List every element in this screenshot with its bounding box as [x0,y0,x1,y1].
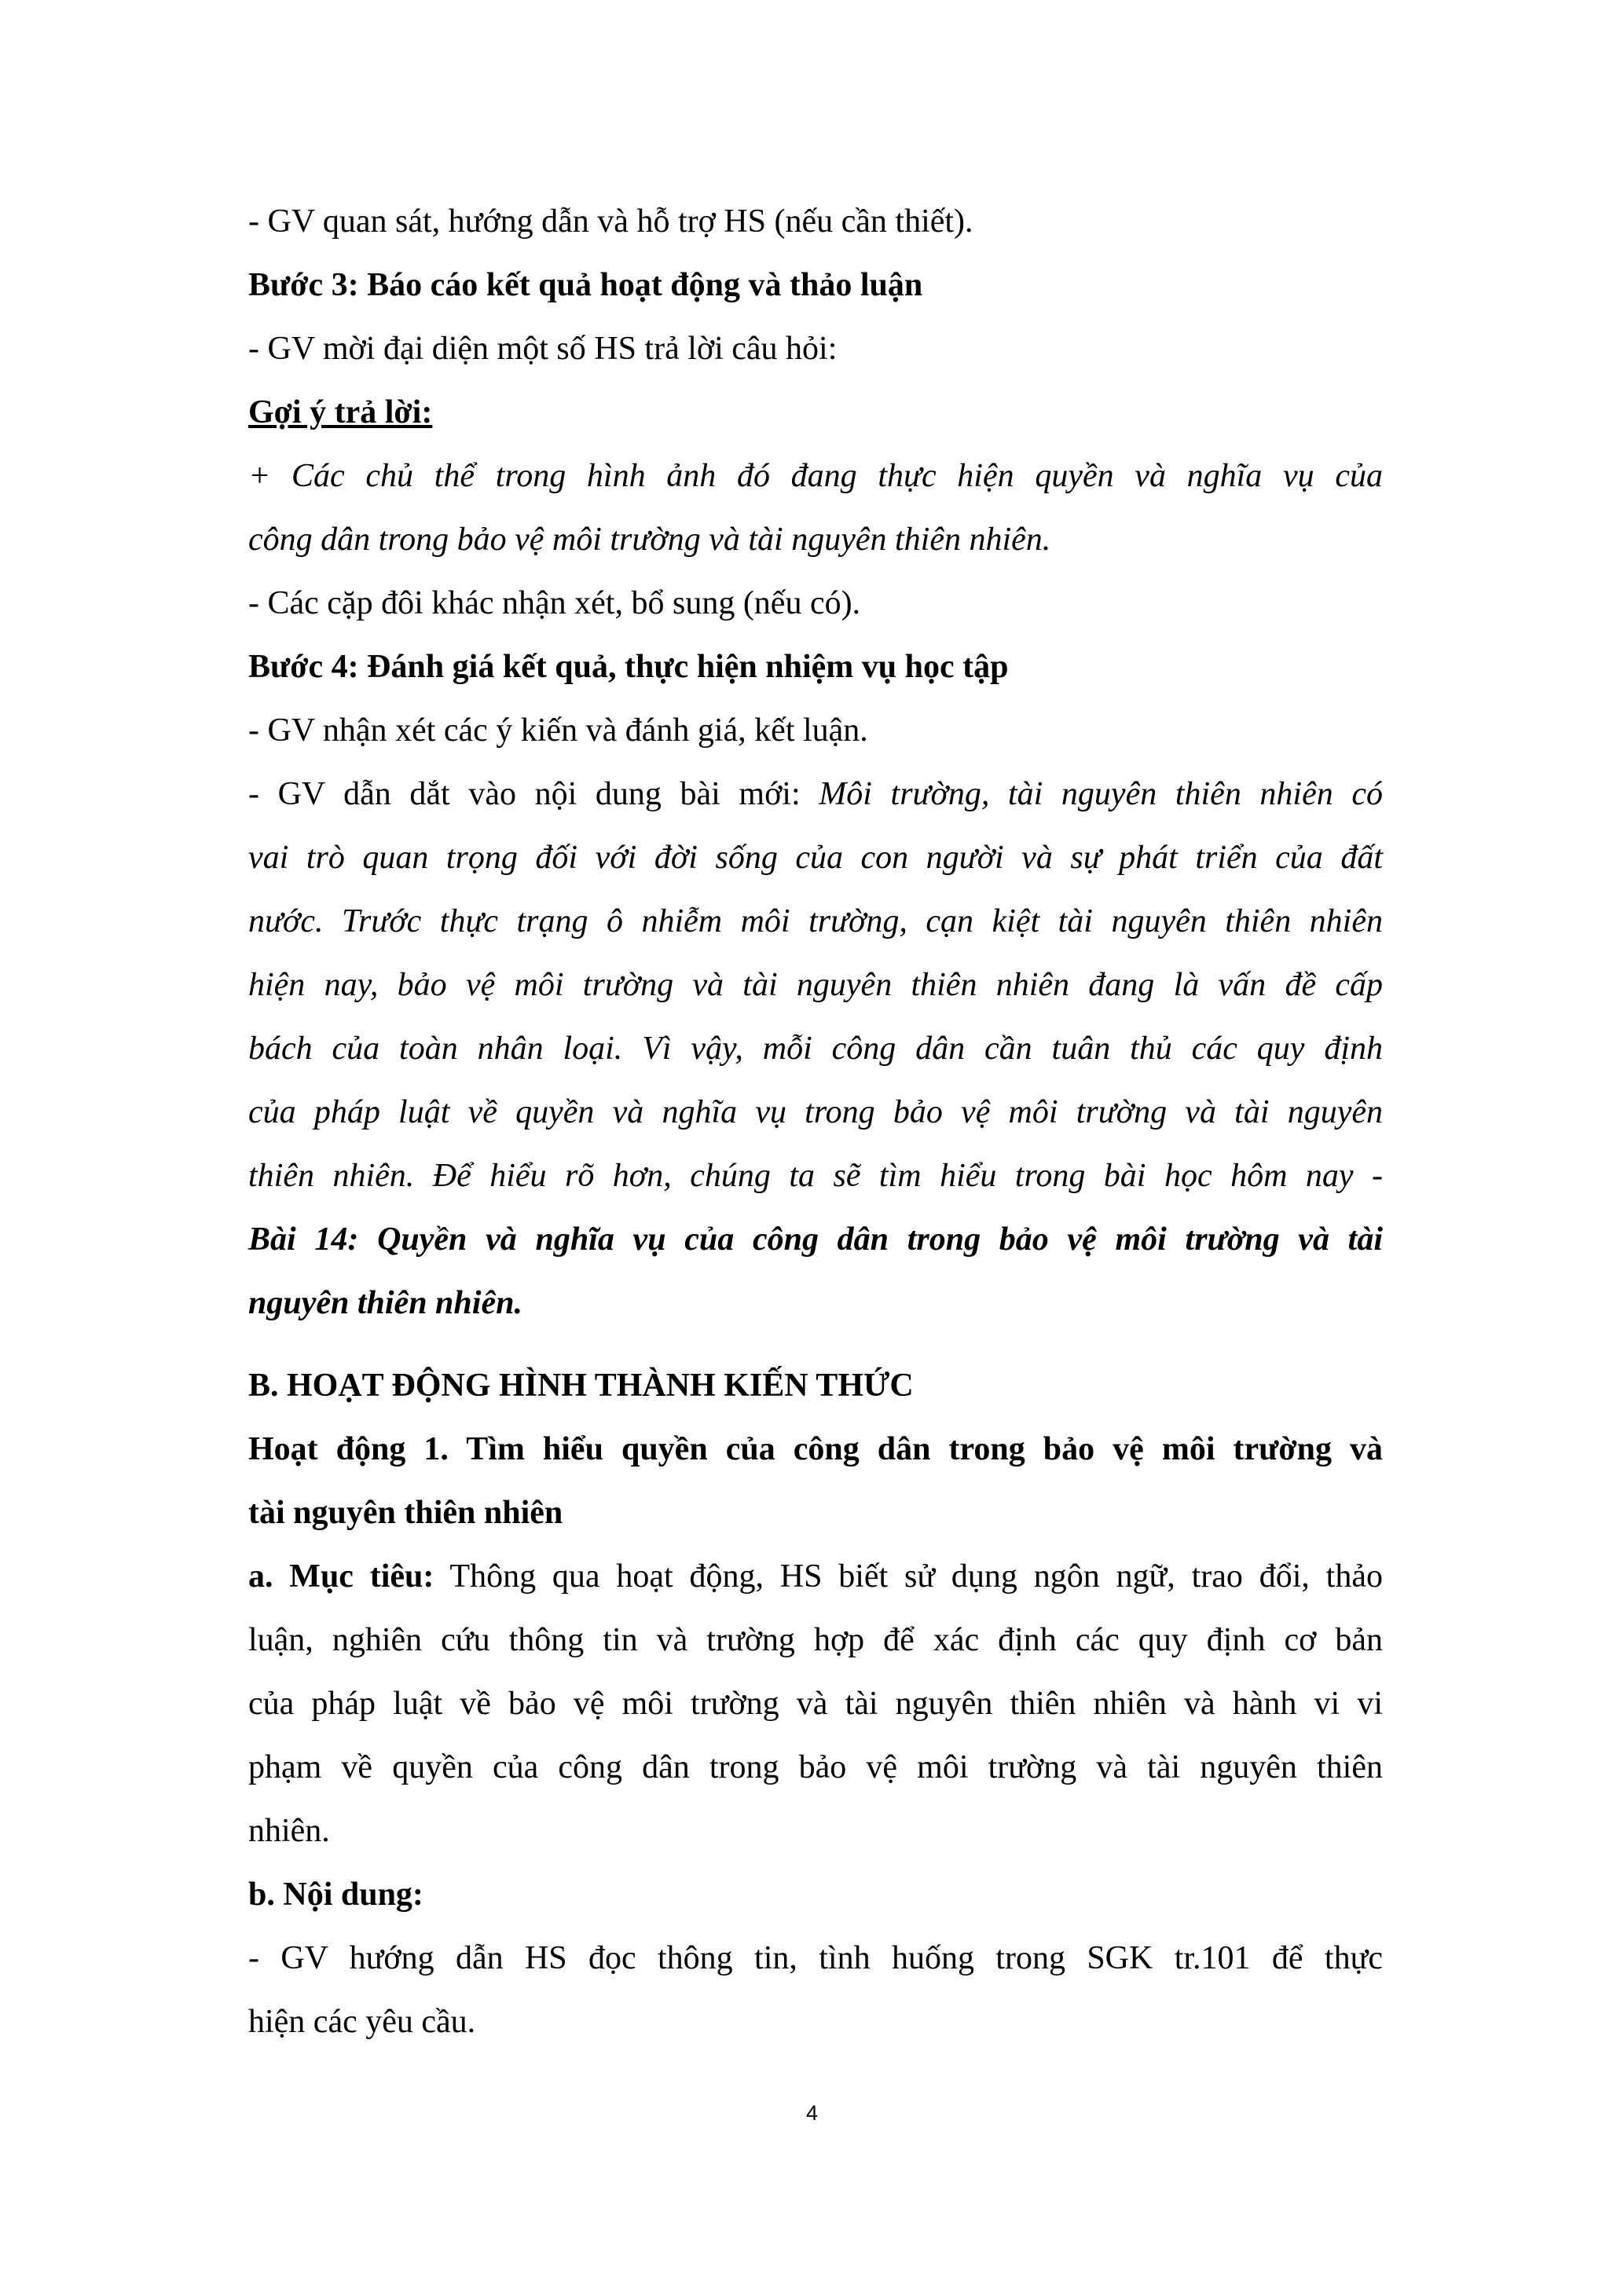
intro-italic-text: Môi trường, tài nguyên thiên nhiên có [819,776,1384,812]
intro-line: vai trò quan trọng đối với đời sống của con người và sự phát triển của đất [248,840,1383,876]
content-line: hiện các yêu cầu. [248,2004,476,2040]
intro-plain-text: - GV dẫn dắt vào nội dung bài mới: [248,776,819,812]
objective-line: luận, nghiên cứu thông tin và trường hợp để xác định các quy định cơ bản [248,1622,1383,1658]
objective-line [248,1545,1383,1609]
objective-line: nhiên. [248,1813,330,1849]
section-b-heading: B. HOẠT ĐỘNG HÌNH THÀNH KIẾN THỨC [248,1368,914,1404]
text-line: - GV mời đại diện một số HS trả lời câu hỏi: [248,331,838,367]
intro-line: của pháp luật về quyền và nghĩa vụ trong bảo vệ môi trường và tài nguyên [248,1094,1383,1130]
intro-line: bách của toàn nhân loại. Vì vậy, mỗi công dân cần tuân thủ các quy định [248,1031,1383,1067]
intro-line: hiện nay, bảo vệ môi trường và tài nguyên thiên nhiên đang là vấn đề cấp [248,967,1383,1003]
content-line: - GV hướng dẫn HS đọc thông tin, tình huống trong SGK tr.101 để thực [248,1940,1383,1976]
text-line: - GV quan sát, hướng dẫn và hỗ trợ HS (nếu cần thiết). [248,203,973,240]
page-number: 4 [805,2101,819,2125]
document-body [248,190,1383,2054]
intro-line: thiên nhiên. Để hiểu rõ hơn, chúng ta sẽ tìm hiểu trong bài học hôm nay - [248,1158,1383,1194]
step-4-heading: Bước 4: Đánh giá kết quả, thực hiện nhiệm vụ học tập [248,649,1009,685]
text-line: - Các cặp đôi khác nhận xét, bổ sung (nếu có). [248,585,861,621]
text-line: - GV nhận xét các ý kiến và đánh giá, kết luận. [248,712,868,749]
answer-line: + Các chủ thể trong hình ảnh đó đang thực hiện quyền và nghĩa vụ của [248,458,1383,494]
objective-line: phạm về quyền của công dân trong bảo vệ môi trường và tài nguyên thiên [248,1749,1383,1785]
answer-hint-heading: Gợi ý trả lời: [248,394,433,430]
intro-line: nước. Trước thực trạng ô nhiễm môi trường, cạn kiệt tài nguyên thiên nhiên [248,903,1383,939]
activity-1-heading: tài nguyên thiên nhiên [248,1495,563,1531]
objective-text: Thông qua hoạt động, HS biết sử dụng ngôn ngữ, trao đổi, thảo [434,1558,1383,1595]
objective-label: a. Mục tiêu: [248,1558,434,1595]
answer-line: công dân trong bảo vệ môi trường và tài nguyên thiên nhiên. [248,522,1051,558]
lesson-title-line: Bài 14: Quyền và nghĩa vụ của công dân trong bảo vệ môi trường và tài [248,1221,1383,1258]
content-heading: b. Nội dung: [248,1877,423,1913]
lesson-title-line: nguyên thiên nhiên. [248,1285,522,1321]
objective-line: của pháp luật về bảo vệ môi trường và tài nguyên thiên nhiên và hành vi vi [248,1686,1383,1722]
step-3-heading: Bước 3: Báo cáo kết quả hoạt động và thảo luận [248,267,923,303]
intro-line [248,763,1383,826]
activity-1-heading: Hoạt động 1. Tìm hiểu quyền của công dân trong bảo vệ môi trường và [248,1431,1383,1467]
